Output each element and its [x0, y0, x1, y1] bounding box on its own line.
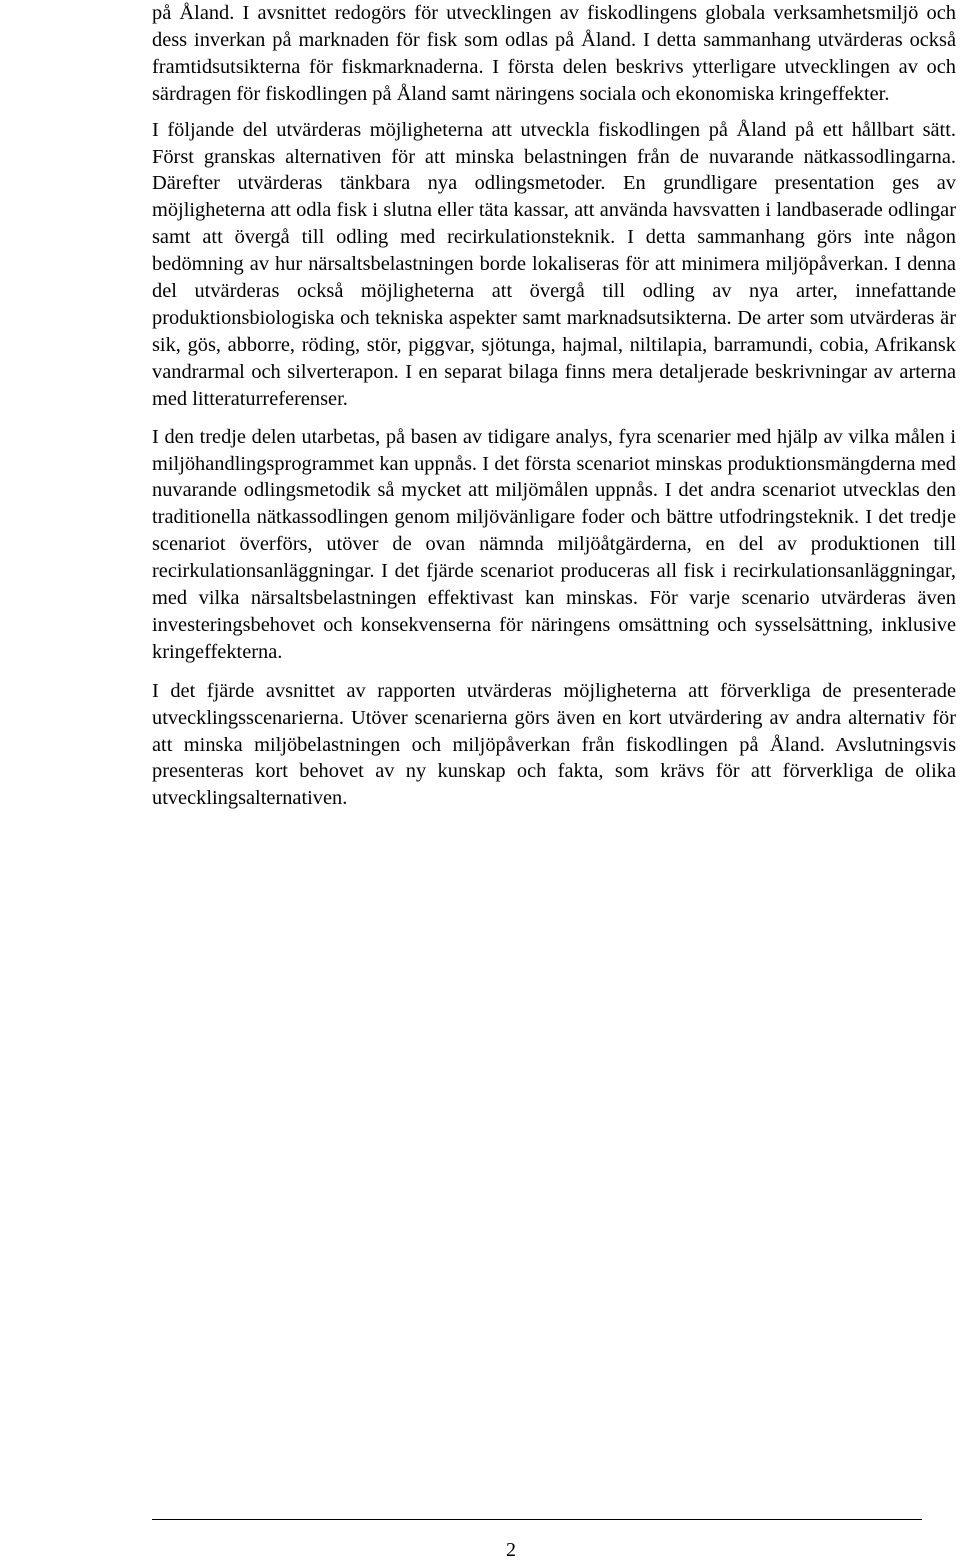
paragraph-3: I den tredje delen utarbetas, på basen av tidigare analys, fyra scenarier med hjälp av vilka målen i miljöhandlingsprogrammet kan uppnås. I det första scenariot minskas produktionsmängderna med nuvarande odlingsmetodik så mycket att miljömålen uppnås. I det andra scenariot utvecklas den traditionella nätkassodlingen genom miljövänligare foder och bättre utfodringsteknik. I det tredje scenariot överförs, utöver de ovan nämnda miljöåtgärderna, en del av produktionen till recirkulationsanläggningar. I det fjärde scenariot produceras all fisk i recirkulationsanläggningar, med vilka närsaltsbelastningen effektivast kan minskas. För varje scenario utvärderas även investeringsbehovet och konsekvenserna för näringens omsättning och sysselsättning, inklusive kringeffekterna. [152, 425, 956, 663]
body-text [152, 0, 956, 812]
footer-divider [152, 1519, 922, 1520]
paragraph-4: I det fjärde avsnittet av rapporten utvärderas möjligheterna att förverkliga de presenterade utvecklingsscenarierna. Utöver scenarierna görs även en kort utvärdering av andra alternativ för att minska miljöbelastningen och miljöpåverkan från fiskodlingen på Åland. Avslutningsvis presenteras kort behovet av ny kunskap och fakta, som krävs för att förverkliga de olika utvecklingsalternativen. [152, 679, 956, 810]
paragraph-2: I följande del utvärderas möjligheterna att utveckla fiskodlingen på Åland på ett hållbart sätt. Först granskas alternativen för att minska belastningen från de nuvarande nätkassodlingarna. Därefter utvärderas tänkbara nya odlingsmetoder. En grundligare presentation ges av möjligheterna att odla fisk i slutna eller täta kassar, att använda havsvatten i landbaserade odlingar samt att övergå till odling med recirkulationsteknik. I detta sammanhang görs inte någon bedömning av hur närsaltsbelastningen borde lokaliseras för att minimera miljöpåverkan. I denna del utvärderas också möjligheterna att övergå till odling av nya arter, innefattande produktionsbiologiska och tekniska aspekter samt marknadsutsikterna. De arter som utvärderas är sik, gös, abborre, röding, stör, piggvar, sjötunga, hajmal, niltilapia, barramundi, cobia, Afrikansk vandrarmal och silverterapon. I en separat bilaga finns mera detaljerade beskrivningar av arterna med litteraturreferenser. [152, 118, 956, 410]
page-number: 2 [506, 1539, 516, 1561]
paragraph-1: på Åland. I avsnittet redogörs för utvecklingen av fiskodlingens globala verksamhetsmiljö och dess inverkan på marknaden för fisk som odlas på Åland. I detta sammanhang utvärderas också framtidsutsikterna för fiskmarknaderna. I första delen beskrivs ytterligare utvecklingen av och särdragen för fiskodlingen på Åland samt näringens sociala och ekonomiska kringeffekter. [152, 2, 956, 105]
